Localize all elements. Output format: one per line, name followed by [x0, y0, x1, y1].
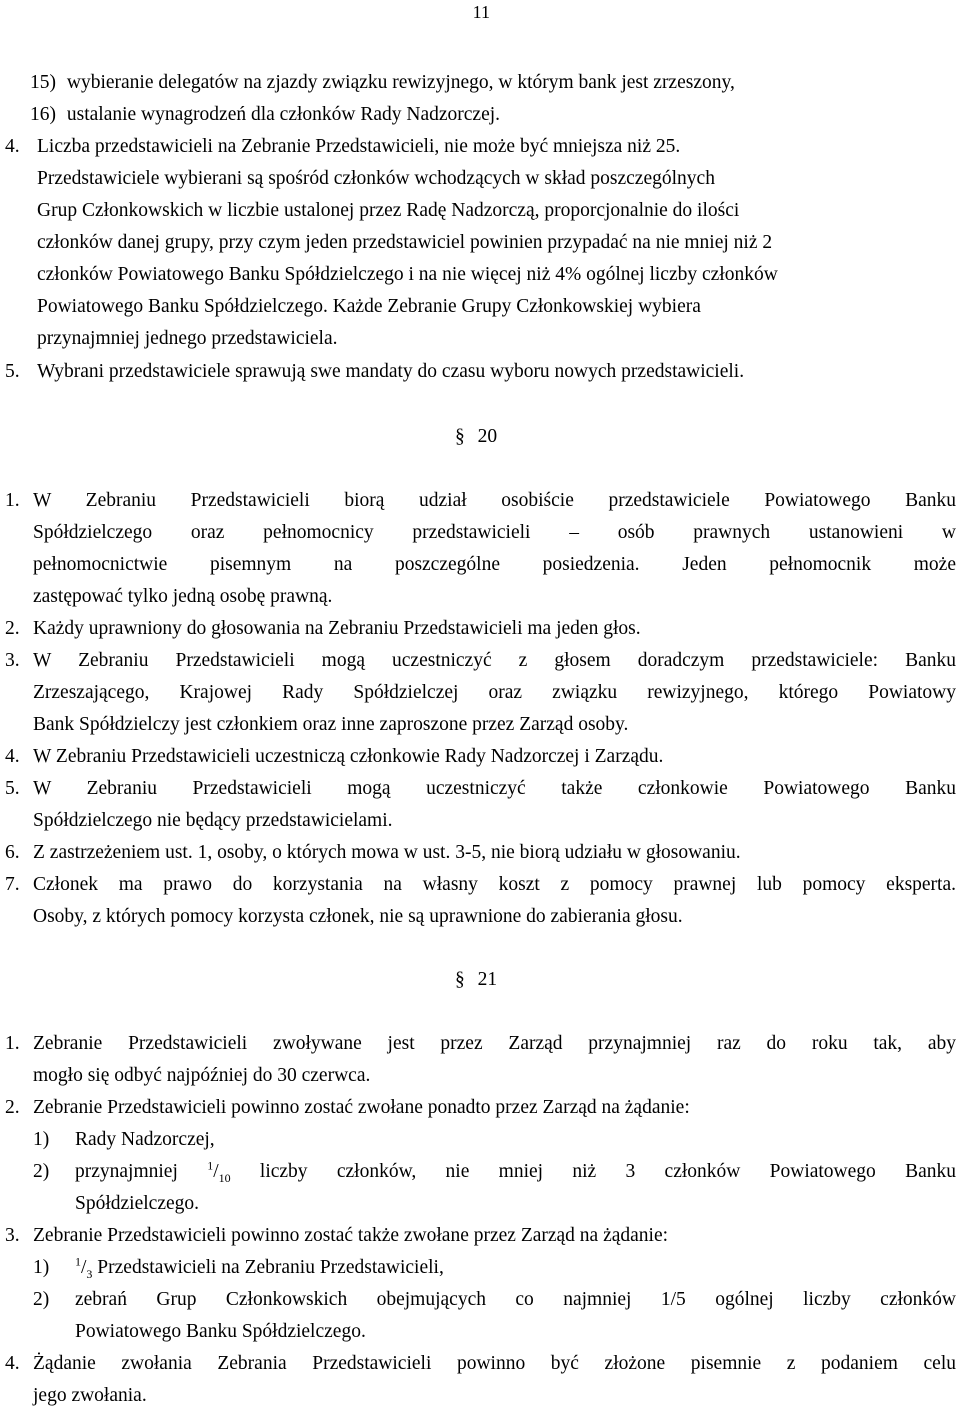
section-heading-20 — [455, 421, 960, 453]
item-number: 2. — [5, 618, 20, 639]
text-line: Zrzeszającego, Krajowej Rady Spółdzielczej oraz związku rewizyjnego, którego Powiatowy — [33, 682, 956, 703]
sub-item-number: 2) — [33, 1289, 50, 1310]
item-number: 15) — [30, 72, 56, 93]
text-line: W Zebraniu Przedstawicieli uczestniczą członkowie Rady Nadzorczej i Zarządu. — [33, 746, 664, 767]
list-item — [5, 1220, 956, 1348]
text-line: mogło się odbyć najpóźniej do 30 czerwca. — [33, 1065, 371, 1086]
paragraph-5 — [5, 356, 956, 388]
text-line: Osoby, z których pomocy korzysta członek, nie są uprawnione do zabierania głosu. — [33, 906, 683, 927]
item-text: ustalanie wynagrodzeń dla członków Rady Nadzorczej. — [66, 104, 501, 125]
text-line: Zebranie Przedstawicieli zwoływane jest przez Zarząd przynajmniej raz do roku tak, aby — [33, 1033, 956, 1054]
text-line: Spółdzielczego nie będący przedstawicielami. — [33, 810, 393, 831]
list-item-16 — [30, 99, 956, 131]
text-line: przynajmniej jednego przedstawiciela. — [37, 328, 338, 349]
list-item — [5, 645, 956, 741]
text-line: Przedstawiciele wybierani są spośród członków wchodzących w skład poszczególnych — [37, 168, 715, 189]
fraction: $^1/_{10}$ — [207, 1158, 231, 1185]
list-item — [5, 1028, 956, 1092]
text-line: Powiatowego Banku Spółdzielczego. — [75, 1321, 366, 1342]
sub-item-number: 2) — [33, 1161, 50, 1182]
item-number: 1. — [5, 490, 20, 511]
text-line: pełnomocnictwie pisemnym na poszczególne posiedzenia. Jeden pełnomocnik może — [33, 554, 956, 575]
sub-item-text: Rady Nadzorczej, — [75, 1129, 215, 1150]
list-item — [5, 837, 956, 869]
text-line: członków Powiatowego Banku Spółdzielczego i na nie więcej niż 4% ogólnej liczby członków — [37, 264, 778, 285]
text-line: zastępować tylko jedną osobę prawną. — [33, 586, 333, 607]
fraction-numerator: 1 — [75, 1254, 81, 1269]
fraction-denominator: 10 — [218, 1170, 231, 1185]
text-line: Członek ma prawo do korzystania na własny koszt z pomocy prawnej lub pomocy eksperta. — [33, 874, 956, 895]
text-line: Zebranie Przedstawicieli powinno zostać także zwołane przez Zarząd na żądanie: — [33, 1225, 669, 1246]
list-item — [5, 485, 956, 613]
list-item — [5, 1348, 956, 1412]
text-line: zebrań Grup Członkowskich obejmujących co najmniej 1/5 ogólnej liczby członków — [75, 1289, 956, 1310]
item-number: 4. — [5, 746, 20, 767]
item-number: 4. — [5, 136, 20, 157]
item-number: 1. — [5, 1033, 20, 1054]
sub-item — [33, 1156, 956, 1220]
item-number: 5. — [5, 778, 20, 799]
list-item — [5, 773, 956, 837]
list-item — [5, 613, 956, 645]
text-line: W Zebraniu Przedstawicieli biorą udział osobiście przedstawiciele Powiatowego Banku — [33, 490, 956, 511]
item-number: 16) — [30, 104, 56, 125]
item-number: 6. — [5, 842, 20, 863]
item-number: 3. — [5, 1225, 20, 1246]
sub-item-text — [75, 1156, 956, 1188]
item-text: Wybrani przedstawiciele sprawują swe mandaty do czasu wyboru nowych przedstawicieli. — [37, 361, 745, 382]
text-line: W Zebraniu Przedstawicieli mogą uczestniczyć także członkowie Powiatowego Banku — [33, 778, 956, 799]
text-line: Grup Członkowskich w liczbie ustalonej przez Radę Nadzorczą, proporcjonalnie do ilości — [37, 200, 740, 221]
sub-item-number: 1) — [33, 1129, 50, 1150]
paragraph-symbol: § — [455, 969, 465, 990]
text-line: Żądanie zwołania Zebrania Przedstawicieli powinno być złożone pisemnie z podaniem celu — [33, 1353, 956, 1374]
item-number: 5. — [5, 361, 20, 382]
text-line: Każdy uprawniony do głosowania na Zebraniu Przedstawicieli ma jeden głos. — [33, 618, 641, 639]
item-number: 4. — [5, 1353, 20, 1374]
section-20-body — [5, 485, 956, 933]
section-number: 21 — [477, 969, 498, 990]
item-number: 7. — [5, 874, 20, 895]
text-span: przynajmniej — [75, 1161, 178, 1182]
text-span: liczby członków, nie mniej niż 3 członków Powiatowego Banku — [259, 1161, 957, 1182]
list-item — [5, 869, 956, 933]
text-line: Liczba przedstawicieli na Zebranie Przedstawicieli, nie może być mniejsza niż 25. — [37, 136, 681, 157]
text-line: Bank Spółdzielczy jest członkiem oraz inne zaproszone przez Zarząd osoby. — [33, 714, 629, 735]
section-number: 20 — [477, 426, 498, 447]
text-line: jego zwołania. — [33, 1385, 147, 1406]
text-line: Z zastrzeżeniem ust. 1, osoby, o których mowa w ust. 3-5, nie biorą udziału w głosowaniu. — [33, 842, 741, 863]
fraction-numerator: 1 — [207, 1158, 214, 1173]
sub-item — [33, 1284, 956, 1348]
item-text: wybieranie delegatów na zjazdy związku rewizyjnego, w którym bank jest zrzeszony, — [66, 72, 735, 93]
text-line: Zebranie Przedstawicieli powinno zostać zwołane ponadto przez Zarząd na żądanie: — [33, 1097, 690, 1118]
item-number: 3. — [5, 650, 20, 671]
sub-item — [33, 1252, 956, 1284]
text-line: Spółdzielczego. — [75, 1193, 199, 1214]
text-line: W Zebraniu Przedstawicieli mogą uczestniczyć z głosem doradczym przedstawiciele: Banku — [33, 650, 956, 671]
fraction: $^1/_3$ — [75, 1254, 93, 1281]
text-line: Spółdzielczego oraz pełnomocnicy przedstawicieli – osób prawnych ustanowieni w — [33, 522, 956, 543]
paragraph-4-cont — [37, 163, 956, 355]
list-item-15 — [30, 67, 956, 99]
text-line: Powiatowego Banku Spółdzielczego. Każde Zebranie Grupy Członkowskiej wybiera — [37, 296, 701, 317]
section-21-body — [5, 1028, 956, 1412]
section-heading-21 — [455, 964, 960, 996]
sub-item-text — [75, 1252, 444, 1284]
sub-item — [33, 1124, 956, 1156]
text-span: Przedstawicieli na Zebraniu Przedstawicieli, — [97, 1257, 444, 1278]
item-number: 2. — [5, 1097, 20, 1118]
list-item — [5, 1092, 956, 1220]
paragraph-symbol: § — [455, 426, 465, 447]
page-number: 11 — [472, 2, 490, 22]
list-item — [5, 741, 956, 773]
paragraph-4 — [5, 131, 956, 163]
sub-item-number: 1) — [33, 1257, 50, 1278]
text-line: członków danej grupy, przy czym jeden przedstawiciel powinien przypadać na nie mniej niż 2 — [37, 232, 773, 253]
fraction-denominator: 3 — [86, 1266, 93, 1281]
